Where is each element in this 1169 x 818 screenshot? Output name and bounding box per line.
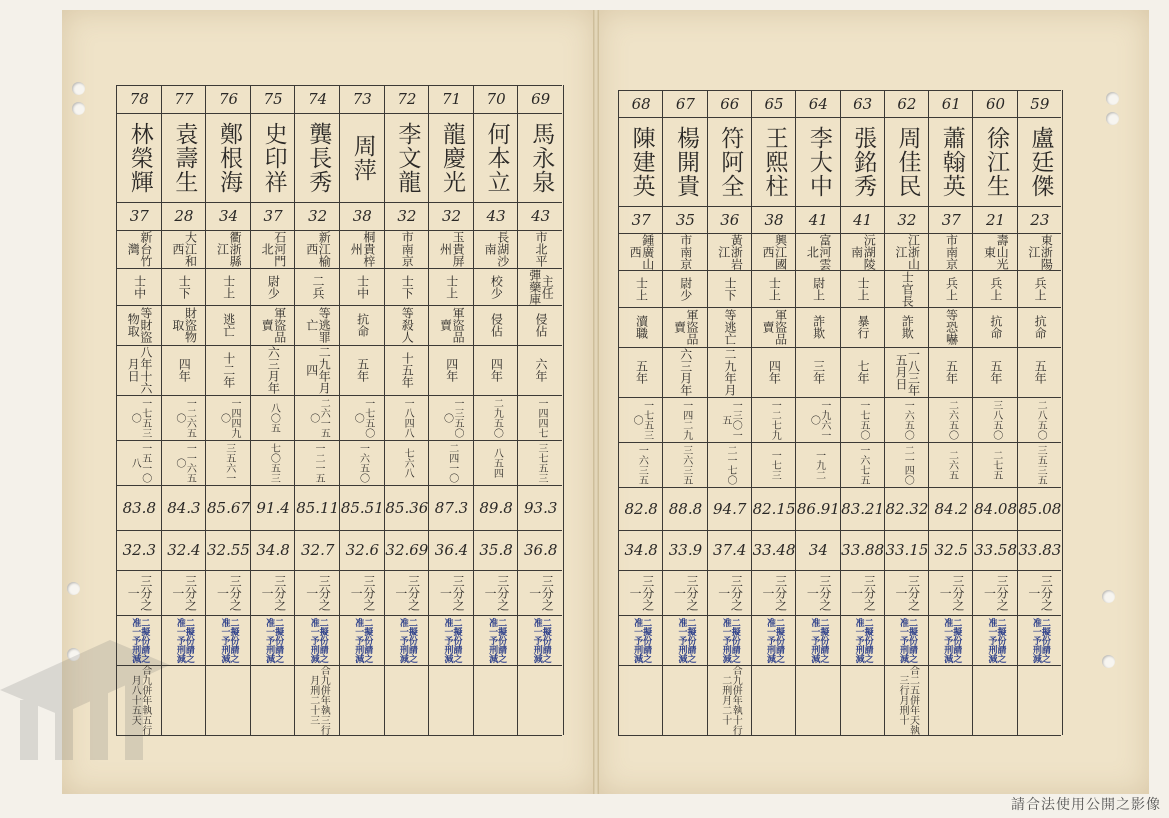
cell-no: 75 bbox=[263, 90, 283, 108]
cell-sentence: 十二年 bbox=[221, 352, 236, 388]
cell-w: 32.69 bbox=[385, 541, 429, 559]
cell-h: 87.3 bbox=[434, 498, 469, 517]
cell-d2: 一六七五 bbox=[857, 444, 869, 485]
cell-origin: 新台竹灣 bbox=[126, 231, 153, 267]
cell-rank: 士下 bbox=[723, 276, 738, 301]
cell-d1: 一九六一〇 bbox=[808, 399, 830, 440]
cell-d1: 一七五三〇 bbox=[631, 399, 653, 440]
cell-stamp: 二擬份請之准一予刑減 bbox=[986, 617, 1006, 663]
cell-d1: 二六一五〇 bbox=[307, 397, 330, 438]
cell-ratio: 三分之一 bbox=[628, 574, 655, 611]
cell-sentence: 四年 bbox=[177, 358, 192, 382]
cell-sentence: 六年 bbox=[533, 358, 548, 382]
cell-ratio: 三分之一 bbox=[527, 574, 555, 611]
cell-w: 36.8 bbox=[523, 541, 558, 559]
cell-d2: 三五六一 bbox=[223, 442, 235, 483]
cell-stamp: 二擬份請之准一予刑減 bbox=[130, 617, 150, 663]
record-column bbox=[205, 85, 251, 735]
cell-name: 李文龍 bbox=[394, 121, 421, 194]
cell-sentence: 五年 bbox=[944, 360, 959, 384]
cell-rank: 二兵 bbox=[310, 274, 325, 299]
cell-d1: 一三〇一五 bbox=[719, 399, 742, 440]
cell-name: 徐江生 bbox=[983, 125, 1010, 198]
record-column bbox=[840, 90, 885, 735]
cell-w: 32.7 bbox=[300, 541, 335, 559]
cell-origin: 市北平 bbox=[533, 231, 548, 267]
cell-stamp: 二擬份請之准一予刑減 bbox=[219, 617, 239, 663]
cell-no: 61 bbox=[941, 94, 961, 113]
cell-origin: 江浙山江 bbox=[893, 233, 921, 270]
cell-no: 63 bbox=[853, 94, 873, 113]
cell-no: 64 bbox=[808, 94, 828, 113]
cell-origin: 富河雲北 bbox=[805, 233, 832, 270]
cell-d2: 七六八 bbox=[402, 447, 414, 478]
cell-no: 74 bbox=[308, 90, 328, 108]
cell-d1: 一四二九 bbox=[680, 399, 692, 440]
cell-crime: 等逃亡 bbox=[723, 309, 738, 345]
cell-d2: 二六五 bbox=[946, 449, 958, 480]
cell-sentence: 八年十六月日 bbox=[126, 346, 153, 394]
cell-origin: 桐貴梓州 bbox=[349, 231, 376, 267]
cell-d2: 三六三五 bbox=[680, 444, 692, 485]
cell-rank: 校少 bbox=[489, 274, 504, 299]
cell-w: 32.55 bbox=[207, 541, 250, 559]
cell-ratio: 三分之一 bbox=[672, 574, 700, 611]
cell-no: 66 bbox=[720, 94, 740, 113]
cell-rank: 尉少 bbox=[678, 276, 693, 301]
cell-origin: 新江榆西 bbox=[304, 231, 332, 267]
cell-h: 84.08 bbox=[974, 499, 1018, 518]
cell-d2: 一六三五 bbox=[636, 444, 648, 485]
cell-stamp: 二擬份請之准一予刑減 bbox=[264, 617, 284, 663]
cell-rank: 士中 bbox=[132, 274, 147, 299]
cell-d2: 一二一五 bbox=[312, 442, 324, 483]
cell-stamp: 二擬份請之准一予刑減 bbox=[676, 617, 696, 663]
cell-d2: 一六五〇 bbox=[357, 442, 369, 483]
cell-note: 合九併年執十行二刑月二十 bbox=[719, 665, 742, 735]
cell-stamp: 二擬份請之准一予刑減 bbox=[174, 617, 194, 663]
cell-stamp: 二擬份請之准一予刑減 bbox=[720, 617, 740, 663]
cell-d2: 二一四〇 bbox=[902, 444, 914, 485]
punch-hole bbox=[1102, 590, 1115, 603]
cell-name: 蕭翰英 bbox=[938, 125, 965, 198]
cell-ratio: 三分之一 bbox=[893, 574, 921, 611]
cell-no: 68 bbox=[631, 94, 651, 113]
cell-crime: 逃亡 bbox=[221, 313, 236, 337]
cell-age: 32 bbox=[397, 207, 417, 225]
cell-name: 袁壽生 bbox=[171, 121, 198, 194]
cell-sentence: 七年 bbox=[855, 360, 870, 384]
table-rule bbox=[116, 735, 562, 736]
cell-crime: 軍盜品賣 bbox=[761, 309, 788, 345]
cell-sentence: 五年 bbox=[634, 360, 649, 384]
cell-no: 69 bbox=[531, 90, 551, 108]
cell-origin: 鍾廣山西 bbox=[628, 233, 655, 270]
cell-age: 37 bbox=[129, 207, 149, 225]
cell-origin: 興江國西 bbox=[761, 233, 788, 270]
cell-rank: 士上 bbox=[634, 276, 649, 301]
cell-d1: 二六五〇 bbox=[946, 399, 958, 440]
cell-sentence: 二九年月 bbox=[723, 348, 738, 396]
cell-ratio: 三分之一 bbox=[849, 574, 877, 611]
cell-no: 72 bbox=[397, 90, 417, 108]
cell-origin: 壽山光東 bbox=[982, 233, 1010, 270]
cell-age: 36 bbox=[720, 210, 740, 229]
cell-origin: 黃浙岩江 bbox=[716, 233, 744, 270]
cell-h: 82.32 bbox=[885, 499, 929, 518]
cell-crime: 詐欺 bbox=[900, 315, 915, 339]
cell-name: 楊開貴 bbox=[672, 125, 699, 198]
cell-h: 83.8 bbox=[122, 498, 156, 517]
cell-name: 王熙柱 bbox=[761, 125, 788, 198]
cell-ratio: 三分之一 bbox=[982, 574, 1010, 611]
cell-rank: 尉上 bbox=[811, 276, 826, 301]
cell-origin: 市南京 bbox=[678, 233, 693, 270]
cell-d2: 三五三五 bbox=[1035, 444, 1047, 485]
footer-notice: 請合法使用公開之影像 bbox=[1011, 797, 1161, 813]
cell-d1: 一七五〇 bbox=[857, 399, 869, 440]
cell-sentence: 二九年月四 bbox=[304, 346, 332, 394]
cell-age: 37 bbox=[631, 210, 651, 229]
cell-ratio: 三分之一 bbox=[761, 574, 788, 611]
cell-w: 33.83 bbox=[1018, 541, 1062, 559]
cell-crime: 軍盜品賣 bbox=[438, 307, 466, 343]
cell-d1: 一七五三〇 bbox=[129, 397, 151, 438]
cell-rank: 士官長 bbox=[900, 270, 915, 307]
cell-d1: 二九五〇 bbox=[491, 397, 503, 438]
cell-d2: 一七三 bbox=[769, 449, 781, 480]
cell-rank: 兵上 bbox=[1033, 276, 1048, 301]
cell-d1: 一四四七 bbox=[535, 397, 547, 438]
cell-w: 32.3 bbox=[122, 541, 156, 559]
cell-w: 32.6 bbox=[345, 541, 379, 559]
cell-sentence: 五年 bbox=[355, 358, 370, 382]
cell-stamp: 二擬份請之准一予刑減 bbox=[1030, 617, 1050, 663]
cell-note: 合九併年執三行月刑二十三 bbox=[307, 665, 330, 735]
cell-ratio: 三分之一 bbox=[483, 574, 510, 611]
cell-age: 23 bbox=[1030, 210, 1050, 229]
cell-rank: 兵上 bbox=[988, 276, 1003, 301]
cell-w: 34 bbox=[808, 541, 828, 559]
record-column bbox=[473, 85, 519, 735]
cell-name: 何本立 bbox=[483, 121, 510, 194]
cell-no: 70 bbox=[486, 90, 506, 108]
cell-crime: 財盜物取 bbox=[170, 307, 198, 343]
cell-no: 76 bbox=[218, 90, 239, 108]
cell-name: 史印祥 bbox=[260, 121, 287, 194]
cell-stamp: 二擬份請之准一予刑減 bbox=[487, 617, 507, 663]
cell-name: 龍慶光 bbox=[438, 121, 465, 194]
record-column bbox=[928, 90, 973, 735]
cell-h: 82.15 bbox=[752, 499, 796, 518]
cell-note: 合九併年執五行月八十五天 bbox=[129, 665, 151, 735]
cell-rank: 士上 bbox=[221, 274, 236, 299]
record-column bbox=[884, 90, 929, 735]
cell-crime: 等財盜物取 bbox=[126, 307, 153, 343]
record-column bbox=[428, 85, 474, 735]
cell-h: 85.67 bbox=[207, 498, 250, 517]
cell-d2: 八五四 bbox=[491, 447, 503, 478]
cell-w: 32.4 bbox=[167, 541, 201, 559]
cell-h: 83.21 bbox=[841, 499, 885, 518]
record-column bbox=[339, 85, 385, 735]
cell-rank: 尉少 bbox=[266, 274, 281, 299]
cell-sentence: 五年 bbox=[1033, 360, 1048, 384]
cell-no: 67 bbox=[675, 94, 695, 113]
cell-d2: 一九二 bbox=[813, 449, 825, 480]
record-column bbox=[294, 85, 340, 735]
cell-origin: 東浙陽江 bbox=[1026, 233, 1054, 270]
cell-no: 78 bbox=[129, 90, 149, 108]
cell-age: 38 bbox=[352, 207, 372, 225]
cell-h: 85.08 bbox=[1018, 499, 1062, 518]
record-column bbox=[662, 90, 707, 735]
punch-hole bbox=[1106, 92, 1119, 105]
cell-ratio: 三分之一 bbox=[805, 574, 832, 611]
cell-sentence: 一八三年五月日 bbox=[893, 348, 921, 396]
cell-ratio: 三分之一 bbox=[438, 574, 466, 611]
cell-stamp: 二擬份請之准一予刑減 bbox=[353, 617, 373, 663]
punch-hole bbox=[72, 82, 85, 95]
cell-crime: 抗命 bbox=[355, 313, 370, 337]
cell-rank: 主任 彈藥庫 bbox=[527, 268, 555, 305]
cell-name: 鄭根海 bbox=[215, 121, 242, 194]
cell-h: 91.4 bbox=[256, 498, 290, 517]
cell-age: 43 bbox=[531, 207, 551, 225]
cell-rank: 士上 bbox=[767, 276, 782, 301]
cell-name: 馬永泉 bbox=[528, 121, 555, 194]
punch-hole bbox=[1102, 655, 1115, 668]
cell-d1: 一七五〇〇 bbox=[352, 397, 374, 438]
cell-ratio: 三分之一 bbox=[126, 574, 153, 611]
cell-stamp: 二擬份請之准一予刑減 bbox=[531, 617, 551, 663]
record-column bbox=[1017, 90, 1063, 735]
record-column bbox=[384, 85, 430, 735]
cell-h: 89.8 bbox=[479, 498, 513, 517]
cell-origin: 大江和西 bbox=[170, 231, 198, 267]
cell-h: 82.8 bbox=[624, 499, 658, 518]
cell-no: 71 bbox=[441, 90, 462, 108]
cell-h: 84.2 bbox=[934, 499, 968, 518]
record-column bbox=[751, 90, 796, 735]
cell-d1: 一二六五〇 bbox=[173, 397, 196, 438]
cell-w: 33.48 bbox=[752, 541, 796, 559]
cell-rank: 士上 bbox=[444, 274, 459, 299]
cell-d2: 二四一〇 bbox=[446, 442, 458, 483]
cell-crime: 侵佔 bbox=[489, 313, 504, 337]
punch-hole bbox=[67, 582, 80, 595]
cell-rank: 兵上 bbox=[944, 276, 959, 301]
cell-h: 85.51 bbox=[340, 498, 384, 517]
left-records-table bbox=[116, 85, 562, 735]
cell-age: 32 bbox=[897, 210, 917, 229]
cell-d2: 三七五三 bbox=[535, 442, 547, 483]
cell-name: 李大中 bbox=[805, 125, 832, 198]
cell-w: 33.58 bbox=[974, 541, 1018, 559]
cell-crime: 等殺人 bbox=[400, 307, 415, 343]
cell-ratio: 三分之一 bbox=[393, 574, 421, 611]
cell-origin: 長湖沙南 bbox=[483, 231, 510, 267]
cell-d1: 一二七九 bbox=[769, 399, 781, 440]
cell-w: 33.9 bbox=[668, 541, 703, 559]
cell-crime: 瀆職 bbox=[634, 315, 649, 339]
cell-h: 88.8 bbox=[668, 499, 703, 518]
cell-sentence: 六三月年 bbox=[266, 346, 281, 394]
record-column bbox=[618, 90, 663, 735]
cell-crime: 軍盜品賣 bbox=[260, 307, 287, 343]
cell-sentence: 四年 bbox=[767, 360, 782, 384]
cell-stamp: 二擬份請之准一予刑減 bbox=[442, 617, 462, 663]
cell-w: 35.8 bbox=[479, 541, 513, 559]
cell-ratio: 三分之一 bbox=[716, 574, 744, 611]
cell-h: 85.36 bbox=[385, 498, 429, 517]
cell-rank: 士上 bbox=[855, 276, 870, 301]
cell-stamp: 二擬份請之准一予刑減 bbox=[632, 617, 652, 663]
cell-d2: 七〇五三 bbox=[268, 442, 280, 483]
cell-sentence: 三年 bbox=[811, 360, 826, 384]
cell-sentence: 十五年 bbox=[400, 352, 415, 388]
cell-stamp: 二擬份請之准一予刑減 bbox=[942, 617, 962, 663]
cell-d2: 二七五 bbox=[990, 449, 1002, 480]
table-rule bbox=[618, 735, 1061, 736]
cell-origin: 市南京 bbox=[944, 233, 959, 270]
cell-age: 32 bbox=[441, 207, 462, 225]
cell-h: 94.7 bbox=[713, 499, 747, 518]
cell-w: 34.8 bbox=[624, 541, 658, 559]
cell-d1: 一三五〇〇 bbox=[441, 397, 463, 438]
cell-stamp: 二擬份請之准一予刑減 bbox=[397, 617, 417, 663]
cell-age: 35 bbox=[675, 210, 695, 229]
cell-origin: 衢浙縣江 bbox=[215, 231, 243, 267]
cell-crime: 抗命 bbox=[988, 315, 1003, 339]
cell-crime: 等逃罪亡 bbox=[304, 307, 332, 343]
cell-w: 36.4 bbox=[434, 541, 469, 559]
cell-sentence: 四年 bbox=[444, 358, 459, 382]
cell-ratio: 三分之一 bbox=[215, 574, 243, 611]
record-column bbox=[972, 90, 1017, 735]
cell-w: 34.8 bbox=[256, 541, 290, 559]
cell-crime: 軍盜品賣 bbox=[672, 309, 700, 345]
record-column bbox=[795, 90, 840, 735]
cell-sentence: 六三月年 bbox=[678, 348, 693, 396]
cell-name: 符阿全 bbox=[717, 125, 744, 198]
cell-no: 73 bbox=[352, 90, 372, 108]
cell-d1: 一八四八 bbox=[402, 397, 414, 438]
punch-hole bbox=[72, 102, 85, 115]
cell-w: 33.88 bbox=[841, 541, 885, 559]
cell-name: 張銘秀 bbox=[850, 125, 877, 198]
cell-name: 龔長秀 bbox=[305, 121, 332, 194]
cell-crime: 抗命 bbox=[1033, 315, 1048, 339]
cell-rank: 士下 bbox=[400, 274, 415, 299]
cell-age: 34 bbox=[218, 207, 239, 225]
cell-origin: 沅湖陵南 bbox=[849, 233, 877, 270]
cell-d1: 八〇五 bbox=[268, 402, 280, 433]
cell-h: 84.3 bbox=[167, 498, 201, 517]
cell-h: 86.91 bbox=[796, 499, 840, 518]
cell-no: 62 bbox=[897, 94, 917, 113]
cell-no: 77 bbox=[174, 90, 194, 108]
cell-rank: 士中 bbox=[355, 274, 370, 299]
cell-origin: 石河門北 bbox=[260, 231, 287, 267]
cell-d1: 一六五〇 bbox=[902, 399, 914, 440]
cell-rank: 士下 bbox=[177, 274, 192, 299]
cell-age: 28 bbox=[174, 207, 194, 225]
cell-origin: 市南京 bbox=[400, 231, 415, 267]
cell-w: 37.4 bbox=[713, 541, 747, 559]
punch-hole bbox=[1106, 112, 1119, 125]
cell-age: 43 bbox=[486, 207, 506, 225]
cell-no: 59 bbox=[1030, 94, 1050, 113]
cell-stamp: 二擬份請之准一予刑減 bbox=[809, 617, 829, 663]
cell-no: 60 bbox=[985, 94, 1006, 113]
cell-ratio: 三分之一 bbox=[170, 574, 198, 611]
cell-ratio: 三分之一 bbox=[1026, 574, 1054, 611]
cell-h: 93.3 bbox=[523, 498, 558, 517]
cell-ratio: 三分之一 bbox=[260, 574, 287, 611]
record-column bbox=[707, 90, 752, 735]
cell-age: 41 bbox=[853, 210, 873, 229]
cell-stamp: 二擬份請之准一予刑減 bbox=[853, 617, 873, 663]
cell-w: 32.5 bbox=[934, 541, 968, 559]
cell-ratio: 三分之一 bbox=[938, 574, 965, 611]
cell-ratio: 三分之一 bbox=[304, 574, 332, 611]
cell-crime: 暴行 bbox=[855, 315, 870, 339]
cell-age: 37 bbox=[263, 207, 283, 225]
record-column bbox=[250, 85, 296, 735]
cell-sentence: 四年 bbox=[489, 358, 504, 382]
cell-stamp: 二擬份請之准一予刑減 bbox=[308, 617, 328, 663]
cell-d1: 一四四九〇 bbox=[218, 397, 240, 438]
cell-d1: 二八五〇 bbox=[1035, 399, 1047, 440]
cell-note: 合二五併年天執三行月刑十 bbox=[896, 665, 919, 735]
cell-name: 盧廷傑 bbox=[1027, 125, 1054, 198]
cell-d2: 二一七〇 bbox=[724, 444, 736, 485]
cell-age: 21 bbox=[985, 210, 1006, 229]
cell-ratio: 三分之一 bbox=[349, 574, 376, 611]
cell-name: 陳建英 bbox=[628, 125, 655, 198]
cell-crime: 等恐嚇 bbox=[944, 309, 959, 345]
cell-sentence: 五年 bbox=[988, 360, 1003, 384]
cell-stamp: 二擬份請之准一予刑減 bbox=[897, 617, 917, 663]
cell-name: 周佳民 bbox=[894, 125, 921, 198]
cell-crime: 詐欺 bbox=[811, 315, 826, 339]
record-column bbox=[161, 85, 207, 735]
cell-name: 周萍 bbox=[349, 133, 376, 182]
cell-age: 41 bbox=[808, 210, 828, 229]
cell-stamp: 二擬份請之准一予刑減 bbox=[765, 617, 785, 663]
cell-age: 32 bbox=[308, 207, 328, 225]
record-column bbox=[116, 85, 162, 735]
cell-age: 37 bbox=[941, 210, 961, 229]
cell-h: 85.11 bbox=[296, 498, 340, 517]
right-records-table bbox=[618, 90, 1061, 735]
cell-d1: 三八五〇 bbox=[990, 399, 1002, 440]
cell-name: 林榮輝 bbox=[126, 121, 153, 194]
record-column bbox=[517, 85, 564, 735]
cell-d2: 一五一〇八 bbox=[129, 442, 151, 483]
cell-d2: 一一六五〇 bbox=[173, 442, 196, 483]
cell-origin: 玉貴屏州 bbox=[438, 231, 466, 267]
cell-age: 38 bbox=[764, 210, 784, 229]
cell-no: 65 bbox=[764, 94, 784, 113]
cell-w: 33.15 bbox=[885, 541, 929, 559]
cell-crime: 侵佔 bbox=[533, 313, 548, 337]
binding-gutter bbox=[593, 10, 599, 794]
